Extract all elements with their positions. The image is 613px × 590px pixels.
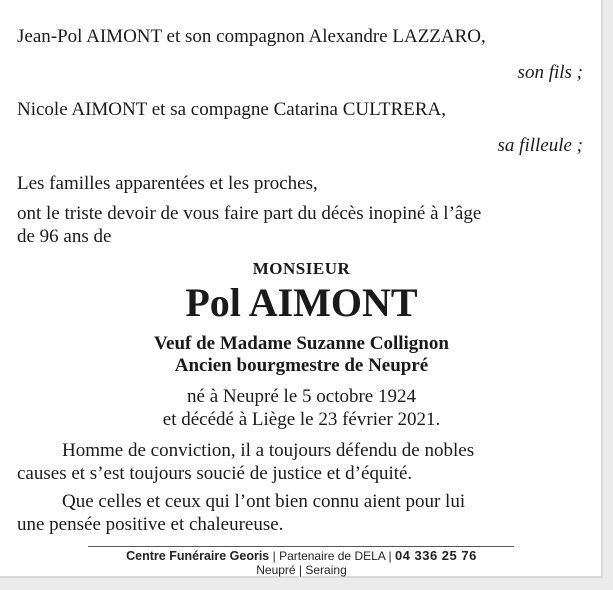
- funeral-home-info: [0, 549, 603, 563]
- paragraph-2-line-2: une pensée positive et chaleureuse.: [17, 514, 284, 535]
- death-line: et décédé à Liège le 23 février 2021.: [162, 409, 441, 430]
- subtitle-widower: Veuf de Madame Suzanne Collignon: [154, 333, 449, 354]
- footer-separator: |: [269, 549, 280, 563]
- honorific-title: MONSIEUR: [252, 259, 351, 278]
- deceased-name: Pol AIMONT: [185, 280, 418, 325]
- family-line-3: Les familles apparentées et les proches,: [17, 173, 318, 194]
- announcement-line-1: ont le triste devoir de vous faire part du décès inopiné à l’âge: [17, 203, 482, 224]
- announcement-line-2: de 96 ans de: [17, 226, 112, 247]
- phone-number: 04 336 25 76: [394, 548, 477, 563]
- paragraph-1-line-2: causes et s’est toujours soucié de justice et d’équité.: [17, 463, 413, 484]
- footer-locations: Neupré | Seraing: [256, 563, 347, 577]
- relation-son: son fils ;: [517, 62, 583, 83]
- family-line-2: Nicole AIMONT et sa compagne Catarina CULTRERA,: [17, 99, 447, 120]
- family-line-1: Jean-Pol AIMONT et son compagnon Alexandre LAZZARO,: [17, 26, 486, 47]
- relation-goddaughter: sa filleule ;: [497, 135, 583, 156]
- footer-divider: [88, 546, 514, 547]
- paragraph-2-line-1: Que celles et ceux qui l’ont bien connu aient pour lui: [62, 491, 466, 512]
- subtitle-mayor: Ancien bourgmestre de Neupré: [174, 355, 429, 376]
- footer-separator: |: [385, 549, 395, 563]
- partner-text: Partenaire de DELA: [279, 549, 386, 563]
- birth-line: né à Neupré le 5 octobre 1924: [187, 386, 416, 407]
- funeral-home-name: Centre Funéraire Georis: [126, 549, 270, 563]
- paragraph-1-line-1: Homme de conviction, il a toujours défendu de nobles: [62, 440, 475, 461]
